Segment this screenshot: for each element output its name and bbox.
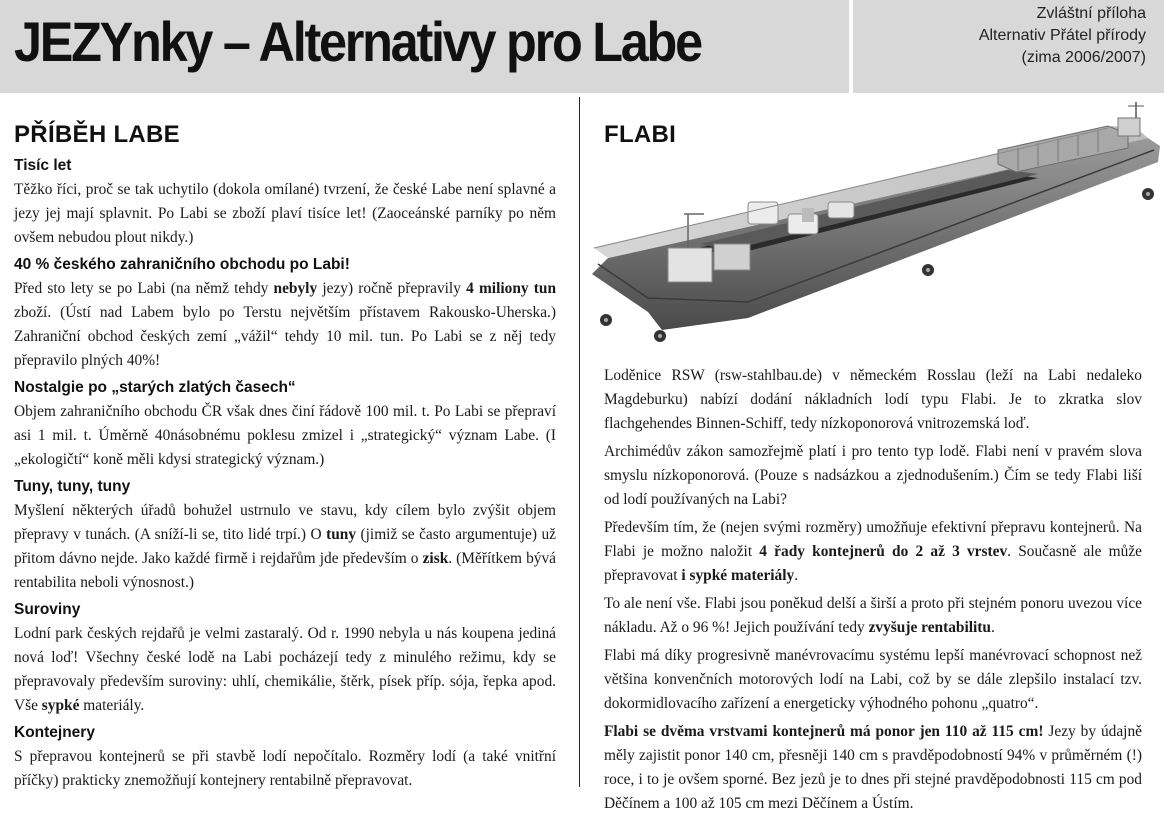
subsection-title: Tuny, tuny, tuny bbox=[14, 478, 131, 495]
article-paragraph bbox=[604, 364, 1142, 436]
text-run: . bbox=[794, 567, 799, 584]
text-run: To ale není vše. Flabi jsou poněkud delší a širší a proto při stejném ponoru uvezou více nákladu. Až o 96 %! Jejich používání tedy bbox=[604, 595, 1142, 636]
page-header bbox=[0, 0, 1164, 93]
subsection-text bbox=[14, 622, 556, 718]
text-run: Především tím, že (nejen svými rozměry) umožňuje efektivní přepravu kontejnerů. Na Flabi je možno naložit bbox=[604, 519, 1142, 560]
subsection-text bbox=[14, 400, 556, 472]
text-run: . Současně ale může přepravovat bbox=[604, 543, 1142, 584]
wheelhouse bbox=[1118, 118, 1140, 136]
text-run: S přepravou kontejnerů se při stavbě lodí nepočítalo. Rozměry lodí (a také vnitřní příčky) prakticky znemožňují kontejnery rentabilně přepravovat. bbox=[14, 748, 556, 789]
section-heading: PŘÍBĚH LABE bbox=[14, 121, 180, 148]
text-run: Těžko říci, proč se tak uchytilo (dokola omílané) tvrzení, že české Labe není splavné a jezy jej mají splavnit. Po Labi se zboží plaví tisíce let! (Zaoceánské parníky po něm ovšem nebudou plout nikdy.) bbox=[14, 181, 556, 246]
emphasis-text: Flabi se dvěma vrstvami kontejnerů má ponor jen 110 až 115 cm! bbox=[604, 723, 1044, 740]
supplement-line: Zvláštní příloha bbox=[1036, 5, 1146, 22]
subsection-text bbox=[14, 745, 556, 793]
page-title: JEZYnky – Alternativy pro Labe bbox=[14, 10, 701, 73]
subsection-title: Tisíc let bbox=[14, 157, 72, 174]
left-column bbox=[14, 118, 556, 796]
supplement-line: (zima 2006/2007) bbox=[1021, 49, 1146, 66]
subsection-text bbox=[14, 499, 556, 595]
text-run: Flabi má díky progresivně manévrovacímu systému lepší manévrovací schopnost než většina konvenčních motorových lodí na Labi, což by se dále zlepšilo instalací tzv. dokormidlovacího zařízení a energeticky výhodného pohonu „quatro“. bbox=[604, 647, 1142, 712]
subsection-text bbox=[14, 277, 556, 373]
text-run: Archimédův zákon samozřejmě platí i pro tento typ lodě. Flabi není v pravém slova smyslu nízkoponorová. (Pouze s nadsázkou a zjednodušením.) Čím se tedy Flabi liší od lodí používaných na Labi? bbox=[604, 443, 1142, 508]
column-divider bbox=[579, 97, 580, 787]
emphasis-text: tuny bbox=[326, 526, 357, 543]
article-paragraph bbox=[604, 516, 1142, 588]
ship-illustration bbox=[588, 98, 1162, 356]
emphasis-text: sypké bbox=[41, 697, 80, 714]
text-run: Objem zahraničního obchodu ČR však dnes činí řádově 100 mil. t. Po Labi se přepraví asi 1 mil. t. Úměrně 40násobnému poklesu zmizel i „strategický“ význam Labe. (I „ekologičtí“ koně měli kdysi strategický význam.) bbox=[14, 403, 556, 468]
subsection-title: Kontejnery bbox=[14, 724, 95, 741]
article-paragraph bbox=[604, 720, 1142, 816]
text-run: materiály. bbox=[79, 697, 145, 714]
header-divider bbox=[849, 0, 853, 93]
section-heading: FLABI bbox=[604, 121, 677, 148]
subsection-title: Nostalgie po „starých zlatých časech“ bbox=[14, 379, 296, 396]
article-sections bbox=[14, 154, 556, 793]
emphasis-text: 4 miliony tun bbox=[466, 280, 557, 297]
emphasis-text: zisk bbox=[422, 550, 449, 567]
emphasis-text: zvyšuje rentabilitu bbox=[868, 619, 991, 636]
supplement-info bbox=[979, 3, 1146, 69]
article-paragraph bbox=[604, 440, 1142, 512]
text-run: Myšlení některých úřadů bohužel ustrnulo ve stavu, kdy cílem bylo zvýšit objem přepravy v tunách. (A sníží-li se, tito lidé trpí.) O bbox=[14, 502, 556, 543]
emphasis-text: i sypké materiály bbox=[681, 567, 795, 584]
text-run: Lodní park českých rejdařů je velmi zastaralý. Od r. 1990 nebyla u nás koupena jediná nová loď! Všechny české lodě na Labi pocházejí tedy z minulého režimu, kdy se přepravovaly především suroviny: uhlí, chemikálie, štěrk, písek příp. sója, řepka apod. Vše bbox=[14, 625, 556, 714]
emphasis-text: 4 řady kontejnerů do 2 až 3 vrstev bbox=[759, 543, 1008, 560]
text-run: Jezy by údajně měly zajistit ponor 140 cm, přesněji 140 cm s pravděpodobností 94% v průměrném (!) roce, i to je ovšem sporné. Bez jezů je to dnes při stejné pravděpodobnosti 115 cm pod Děčínem a 100 až 105 cm mezi Děčínem a Ústím. bbox=[604, 723, 1142, 812]
text-run: Loděnice RSW (rsw-stahlbau.de) v německém Rosslau (leží na Labi nedaleko Magdeburku) nabízí dodání nákladních lodí typu Flabi. Je to zkratka slov flachgehendes Binnen-Schiff, tedy nízkoponorová vnitrozemská loď. bbox=[604, 367, 1142, 432]
text-run: Před sto lety se po Labi (na němž tehdy bbox=[14, 280, 274, 297]
flabi-article bbox=[604, 364, 1142, 820]
subsection-text bbox=[14, 178, 556, 250]
subsection-title: Suroviny bbox=[14, 601, 81, 618]
subsection-title: 40 % českého zahraničního obchodu po Labi! bbox=[14, 256, 350, 273]
text-run: jezy) ročně přepravily bbox=[317, 280, 467, 297]
article-paragraph bbox=[604, 644, 1142, 716]
text-run: (jimiž se často argumentuje) už přitom dávno nejde. Jako každé firmě i rejdařům jde především o bbox=[14, 526, 556, 567]
emphasis-text: nebyly bbox=[273, 280, 318, 297]
text-run: . bbox=[991, 619, 995, 636]
supplement-line: Alternativ Přátel přírody bbox=[978, 27, 1146, 44]
text-run: zboží. (Ústí nad Labem bylo po Terstu největším přístavem Rakousko-Uherska.) Zahraniční obchod českých zemí „vážil“ tehdy 10 mil. tun. Po Labi se z něj tedy přepravilo plných 40%! bbox=[14, 304, 556, 369]
article-paragraph bbox=[604, 592, 1142, 640]
text-run: . (Měřítkem bývá rentabilita neboli výnosnost.) bbox=[14, 550, 556, 591]
